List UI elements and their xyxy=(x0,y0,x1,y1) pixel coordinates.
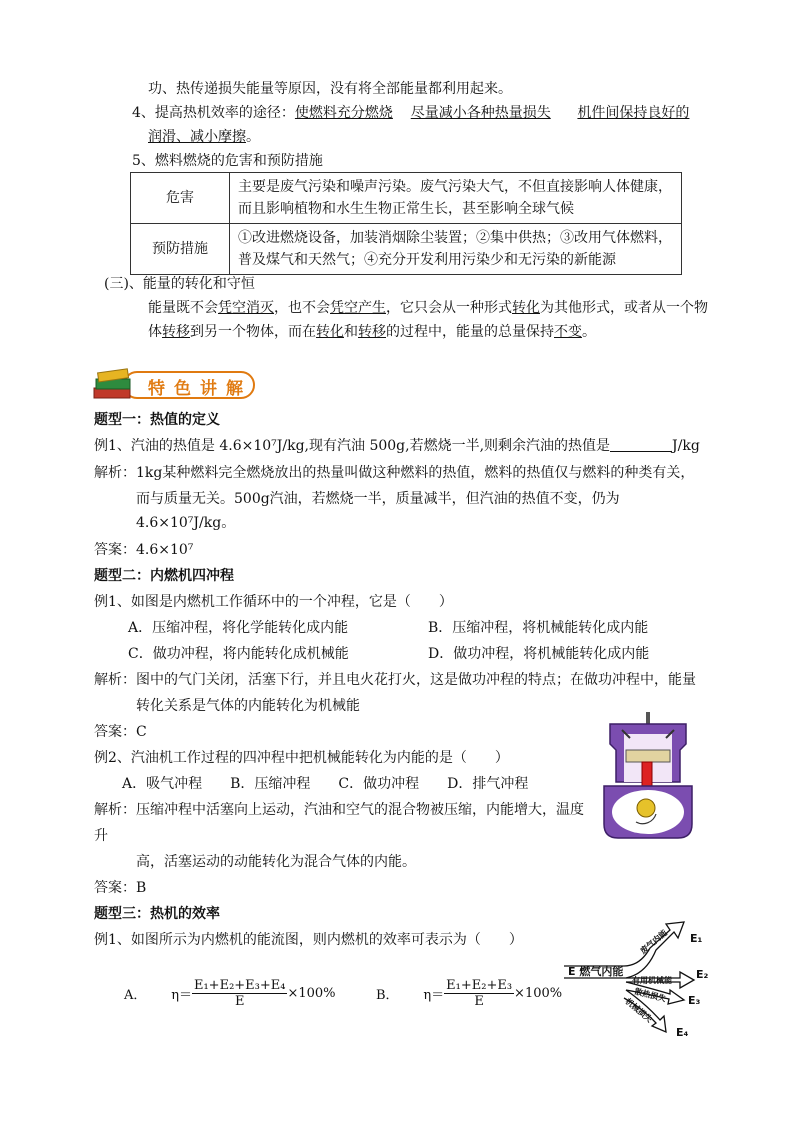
text-seg: ，它只会从一种形式 xyxy=(386,300,512,316)
text-seg: 转移 xyxy=(162,324,190,340)
flow-branch-2-label: 有用机械能 xyxy=(632,976,672,985)
t3-title: 题型三：热机的效率 xyxy=(94,906,220,922)
item-4-c: 机件间保持良好的 xyxy=(577,105,690,121)
item-4-prefix: 4、提高热机效率的途径： xyxy=(132,105,295,121)
item-4-cont xyxy=(148,128,260,146)
t2-option-c: C．做功冲程，将内能转化成机械能 xyxy=(128,646,349,662)
text-seg: 能量既不会 xyxy=(148,300,218,316)
engine-illustration xyxy=(600,712,696,844)
percent-factor: ×100% xyxy=(287,986,336,1001)
t2-analysis-b3: 高，活塞运动的动能转化为混合气体的内能。 xyxy=(136,854,416,870)
t2-option-d: D．做功冲程，将机械能转化成内能 xyxy=(428,646,650,662)
section-3-title: (三)、能量的转化和守恒 xyxy=(104,276,255,292)
percent-factor: ×100% xyxy=(514,986,563,1001)
fraction-denominator: E xyxy=(234,994,245,1009)
table-row xyxy=(131,173,682,224)
table-row xyxy=(131,224,682,275)
text-seg: 转移 xyxy=(358,324,386,340)
section-3-para-2 xyxy=(148,323,596,341)
t1-title: 题型一：热值的定义 xyxy=(94,412,220,428)
flow-branch-4-label: 机械损失 xyxy=(623,996,654,1025)
t2-q2-options: A．吸气冲程 B．压缩冲程 C．做功冲程 D．排气冲程 xyxy=(122,776,529,792)
flow-branch-1-label: 废气内能 xyxy=(638,928,669,956)
text-seg: 不变 xyxy=(554,324,582,340)
t1-analysis-2: 而与质量无关。500g汽油，若燃烧一半，质量减半，但汽油的热值不变，仍为 xyxy=(136,491,620,507)
t3-option-a xyxy=(124,978,336,1009)
text-seg: 转化 xyxy=(512,300,540,316)
t2-answer-1: 答案：C xyxy=(94,724,147,740)
t2-q1: 例1、如图是内燃机工作循环中的一个冲程，它是（ ） xyxy=(94,594,453,610)
text-seg: ，也不会 xyxy=(274,300,330,316)
text-seg: 的过程中，能量的总量保持 xyxy=(386,324,554,340)
answer-blank xyxy=(610,437,672,452)
item-4-a: 使燃料充分燃烧 xyxy=(294,105,393,121)
table-key-hazard: 危害 xyxy=(131,173,230,224)
t2-analysis-2: 转化关系是气体的内能转化为机械能 xyxy=(136,698,360,714)
flow-branch-3-label: 散热损失 xyxy=(633,986,667,1004)
flow-source-label: E 燃气内能 xyxy=(568,965,624,978)
eta-symbol: η＝ xyxy=(171,988,192,1003)
table-key-prevention: 预防措施 xyxy=(131,224,230,275)
item-4-end: 。 xyxy=(246,129,260,145)
t3-question: 例1、如图所示为内燃机的能流图，则内燃机的效率可表示为（ ） xyxy=(94,932,523,948)
t1-answer: 答案：4.6×10⁷ xyxy=(94,542,194,558)
option-label: A． xyxy=(124,988,147,1003)
t1-analysis-1: 解析：1kg某种燃料完全燃烧放出的热量叫做这种燃料的热值，燃料的热值仅与燃料的种类有关， xyxy=(94,465,695,481)
eta-symbol: η＝ xyxy=(423,988,445,1003)
item-4-d: 润滑、减小摩擦 xyxy=(148,129,246,145)
text-seg: 凭空产生 xyxy=(330,300,386,316)
t2-q2: 例2、汽油机工作过程的四冲程中把机械能转化为内能的是（ ） xyxy=(94,750,509,766)
fraction xyxy=(192,978,287,1009)
continued-line: 功、热传递损失能量等原因，没有将全部能量都利用起来。 xyxy=(148,81,512,97)
text-seg: 体 xyxy=(148,324,162,340)
table-value-hazard: 主要是废气污染和噪声污染。废气污染大气，不但直接影响人体健康，而且影响植物和水生生物正常生长，甚至影响全球气候 xyxy=(230,173,682,224)
text-seg: 凭空消灭 xyxy=(218,300,274,316)
item-4-b: 尽量减小各种热量损失 xyxy=(410,105,551,121)
table-value-prevention: ①改进燃烧设备，加装消烟除尘装置；②集中供热；③改用气体燃料，普及煤气和天然气；④充分开发利用污染少和无污染的新能源 xyxy=(230,224,682,275)
section-3-para-1 xyxy=(148,299,708,317)
t2-answer-2: 答案：B xyxy=(94,880,147,896)
flow-e3-label: E₃ xyxy=(688,994,701,1007)
t1-unit: J/kg xyxy=(672,438,700,454)
t2-analysis-1: 解析：图中的气门关闭，活塞下行，并且电火花打火，这是做功冲程的特点；在做功冲程中，能量 xyxy=(94,672,696,688)
t2-option-b: B．压缩冲程，将机械能转化成内能 xyxy=(428,620,649,636)
t1-question-text: 例1、汽油的热值是 4.6×10⁷J/kg,现有汽油 500g,若燃烧一半,则剩余汽油的热值是 xyxy=(94,438,611,454)
hazard-table xyxy=(130,172,682,275)
text-seg: 到另一个物体，而在 xyxy=(190,324,316,340)
t2-title: 题型二：内燃机四冲程 xyxy=(94,568,234,584)
option-label: B． xyxy=(376,988,399,1003)
text-seg: 和 xyxy=(344,324,358,340)
item-4 xyxy=(132,104,689,122)
t1-analysis-3: 4.6×10⁷J/kg。 xyxy=(136,515,236,531)
flow-e1-label: E₁ xyxy=(690,932,703,945)
t2-option-a: A．压缩冲程，将化学能转化成内能 xyxy=(128,620,349,636)
t1-question xyxy=(94,437,700,455)
section-banner xyxy=(92,368,258,402)
fraction-denominator: E xyxy=(474,994,484,1009)
fraction xyxy=(444,978,514,1009)
t3-option-b xyxy=(376,978,562,1009)
engine-cylinder-icon xyxy=(600,712,696,840)
flow-e4-label: E₄ xyxy=(676,1026,689,1039)
banner-text: 特色讲解 xyxy=(148,379,252,399)
fraction-numerator: E₁+E₂+E₃ xyxy=(446,978,513,993)
fraction-numerator: E₁+E₂+E₃+E₄ xyxy=(193,978,286,993)
text-seg: 。 xyxy=(582,324,596,340)
energy-flow-diagram xyxy=(560,918,720,1052)
item-5: 5、燃料燃烧的危害和预防措施 xyxy=(132,153,323,169)
text-seg: 为其他形式，或者从一个物 xyxy=(540,300,708,316)
t2-analysis-b2: 升 xyxy=(94,828,108,844)
flow-e2-label: E₂ xyxy=(696,968,709,981)
text-seg: 转化 xyxy=(316,324,344,340)
t2-analysis-b1: 解析：压缩冲程中活塞向上运动，汽油和空气的混合物被压缩，内能增大，温度 xyxy=(94,802,584,818)
